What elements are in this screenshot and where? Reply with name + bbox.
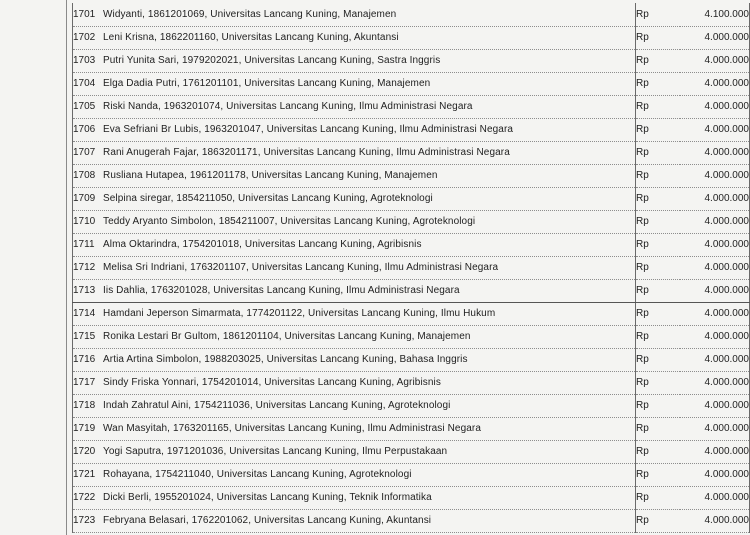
row-amount: 4.000.000 — [680, 417, 750, 440]
table-row — [73, 49, 750, 72]
row-currency: Rp — [636, 394, 681, 417]
row-currency: Rp — [636, 509, 681, 532]
row-description: Sindy Friska Yonnari, 1754201014, Universitas Lancang Kuning, Agribisnis — [103, 377, 441, 388]
table-row — [73, 233, 750, 256]
row-description-cell — [73, 256, 636, 279]
row-amount: 4.000.000 — [680, 440, 750, 463]
row-number: 1714 — [73, 308, 96, 319]
row-currency: Rp — [636, 187, 681, 210]
table-row — [73, 141, 750, 164]
row-number: 1720 — [73, 446, 96, 457]
row-number: 1717 — [73, 377, 96, 388]
row-currency: Rp — [636, 302, 681, 325]
row-description-cell — [73, 486, 636, 509]
table-row — [73, 509, 750, 532]
row-description: Selpina siregar, 1854211050, Universitas Lancang Kuning, Agroteknologi — [103, 193, 433, 204]
row-description-cell — [73, 164, 636, 187]
row-amount: 4.000.000 — [680, 348, 750, 371]
row-amount: 4.000.000 — [680, 394, 750, 417]
row-amount: 4.000.000 — [680, 233, 750, 256]
row-number: 1719 — [73, 423, 96, 434]
left-margin-line — [66, 0, 67, 535]
row-number: 1715 — [73, 331, 96, 342]
row-number: 1702 — [73, 32, 96, 43]
row-description-cell — [73, 394, 636, 417]
row-amount: 4.000.000 — [680, 279, 750, 302]
row-description: Teddy Aryanto Simbolon, 1854211007, Universitas Lancang Kuning, Agroteknologi — [103, 216, 476, 227]
recipient-table-body — [73, 3, 750, 532]
table-row — [73, 187, 750, 210]
row-description-cell — [73, 463, 636, 486]
row-currency: Rp — [636, 486, 681, 509]
table-row — [73, 348, 750, 371]
row-description-cell — [73, 118, 636, 141]
row-number: 1704 — [73, 78, 96, 89]
row-description: Widyanti, 1861201069, Universitas Lancang Kuning, Manajemen — [103, 8, 397, 20]
table-row — [73, 279, 750, 302]
row-description: Yogi Saputra, 1971201036, Universitas Lancang Kuning, Ilmu Perpustakaan — [103, 446, 448, 457]
row-amount: 4.000.000 — [680, 72, 750, 95]
row-currency: Rp — [636, 72, 681, 95]
row-description: Rani Anugerah Fajar, 1863201171, Universitas Lancang Kuning, Ilmu Administrasi Negara — [103, 147, 510, 158]
row-description: Artia Artina Simbolon, 1988203025, Universitas Lancang Kuning, Bahasa Inggris — [103, 354, 468, 365]
row-currency: Rp — [636, 49, 681, 72]
table-row — [73, 26, 750, 49]
row-amount: 4.000.000 — [680, 256, 750, 279]
row-currency: Rp — [636, 26, 681, 49]
row-currency: Rp — [636, 210, 681, 233]
table-row — [73, 3, 750, 26]
row-number: 1706 — [73, 124, 96, 135]
row-number: 1718 — [73, 400, 96, 411]
table-row — [73, 256, 750, 279]
table-row — [73, 95, 750, 118]
row-amount: 4.000.000 — [680, 486, 750, 509]
row-description-cell — [73, 509, 636, 532]
row-amount: 4.000.000 — [680, 210, 750, 233]
row-currency: Rp — [636, 348, 681, 371]
row-currency: Rp — [636, 233, 681, 256]
table-row — [73, 417, 750, 440]
row-description: Rohayana, 1754211040, Universitas Lancang Kuning, Agroteknologi — [103, 469, 412, 480]
row-description-cell — [73, 371, 636, 394]
row-currency: Rp — [636, 279, 681, 302]
table-row — [73, 210, 750, 233]
row-description: Melisa Sri Indriani, 1763201107, Universitas Lancang Kuning, Ilmu Administrasi Negara — [103, 262, 499, 273]
table-row — [73, 371, 750, 394]
row-amount: 4.000.000 — [680, 371, 750, 394]
row-description: Riski Nanda, 1963201074, Universitas Lancang Kuning, Ilmu Administrasi Negara — [103, 101, 473, 112]
row-number: 1723 — [73, 515, 96, 526]
table-row — [73, 118, 750, 141]
row-currency: Rp — [636, 417, 681, 440]
row-number: 1709 — [73, 193, 96, 204]
row-description-cell — [73, 279, 636, 302]
row-description-cell — [73, 348, 636, 371]
table-row — [73, 463, 750, 486]
recipient-table — [72, 3, 750, 533]
row-description-cell — [73, 417, 636, 440]
table-row — [73, 394, 750, 417]
row-currency: Rp — [636, 325, 681, 348]
row-description-cell — [73, 187, 636, 210]
row-description: Hamdani Jeperson Simarmata, 1774201122, Universitas Lancang Kuning, Ilmu Hukum — [103, 308, 496, 319]
row-description: Putri Yunita Sari, 1979202021, Universitas Lancang Kuning, Sastra Inggris — [103, 55, 441, 66]
row-number: 1703 — [73, 55, 96, 66]
row-description-cell — [73, 210, 636, 233]
row-description-cell — [73, 325, 636, 348]
row-description: Elga Dadia Putri, 1761201101, Universitas Lancang Kuning, Manajemen — [103, 78, 431, 89]
row-number: 1708 — [73, 170, 96, 181]
table-row — [73, 72, 750, 95]
row-number: 1712 — [73, 262, 96, 273]
row-description-cell — [73, 95, 636, 118]
row-number: 1705 — [73, 101, 96, 112]
row-currency: Rp — [636, 440, 681, 463]
row-description: Indah Zahratul Aini, 1754211036, Universitas Lancang Kuning, Agroteknologi — [103, 400, 451, 411]
row-description: Iis Dahlia, 1763201028, Universitas Lancang Kuning, Ilmu Administrasi Negara — [103, 285, 460, 296]
row-number: 1721 — [73, 469, 96, 480]
row-number: 1716 — [73, 354, 96, 365]
row-description: Alma Oktarindra, 1754201018, Universitas Lancang Kuning, Agribisnis — [103, 239, 422, 250]
row-currency: Rp — [636, 118, 681, 141]
row-description-cell — [73, 141, 636, 164]
row-amount: 4.000.000 — [680, 187, 750, 210]
row-number: 1707 — [73, 147, 96, 158]
row-description: Ronika Lestari Br Gultom, 1861201104, Universitas Lancang Kuning, Manajemen — [103, 331, 471, 342]
row-description-cell — [73, 3, 636, 26]
row-currency: Rp — [636, 371, 681, 394]
row-amount: 4.000.000 — [680, 95, 750, 118]
row-description-cell — [73, 26, 636, 49]
row-description: Wan Masyitah, 1763201165, Universitas Lancang Kuning, Ilmu Administrasi Negara — [103, 423, 481, 434]
row-amount: 4.000.000 — [680, 118, 750, 141]
row-amount: 4.000.000 — [680, 26, 750, 49]
table-row — [73, 440, 750, 463]
row-description: Dicki Berli, 1955201024, Universitas Lancang Kuning, Teknik Informatika — [103, 492, 432, 503]
row-description-cell — [73, 440, 636, 463]
row-amount: 4.000.000 — [680, 509, 750, 532]
table-row — [73, 325, 750, 348]
row-description-cell — [73, 49, 636, 72]
row-number: 1701 — [73, 8, 96, 20]
row-description-cell — [73, 72, 636, 95]
row-currency: Rp — [636, 463, 681, 486]
row-currency: Rp — [636, 256, 681, 279]
table-row — [73, 164, 750, 187]
row-amount: 4.000.000 — [680, 49, 750, 72]
row-description: Rusliana Hutapea, 1961201178, Universitas Lancang Kuning, Manajemen — [103, 170, 438, 181]
row-description: Leni Krisna, 1862201160, Universitas Lancang Kuning, Akuntansi — [103, 32, 399, 43]
row-number: 1713 — [73, 285, 96, 296]
row-amount: 4.000.000 — [680, 164, 750, 187]
row-description: Febryana Belasari, 1762201062, Universitas Lancang Kuning, Akuntansi — [103, 515, 432, 526]
row-currency: Rp — [636, 3, 681, 26]
row-currency: Rp — [636, 164, 681, 187]
row-description: Eva Sefriani Br Lubis, 1963201047, Universitas Lancang Kuning, Ilmu Administrasi Negara — [103, 124, 514, 135]
row-amount: 4.000.000 — [680, 325, 750, 348]
table-row — [73, 302, 750, 325]
row-currency: Rp — [636, 95, 681, 118]
row-number: 1711 — [73, 239, 95, 250]
row-currency: Rp — [636, 141, 681, 164]
row-amount: 4.000.000 — [680, 302, 750, 325]
row-amount: 4.000.000 — [680, 141, 750, 164]
table-row — [73, 486, 750, 509]
row-description-cell — [73, 233, 636, 256]
row-number: 1710 — [73, 216, 96, 227]
row-number: 1722 — [73, 492, 96, 503]
row-amount: 4.000.000 — [680, 463, 750, 486]
row-amount: 4.100.000 — [680, 3, 750, 26]
row-description-cell — [73, 302, 636, 325]
